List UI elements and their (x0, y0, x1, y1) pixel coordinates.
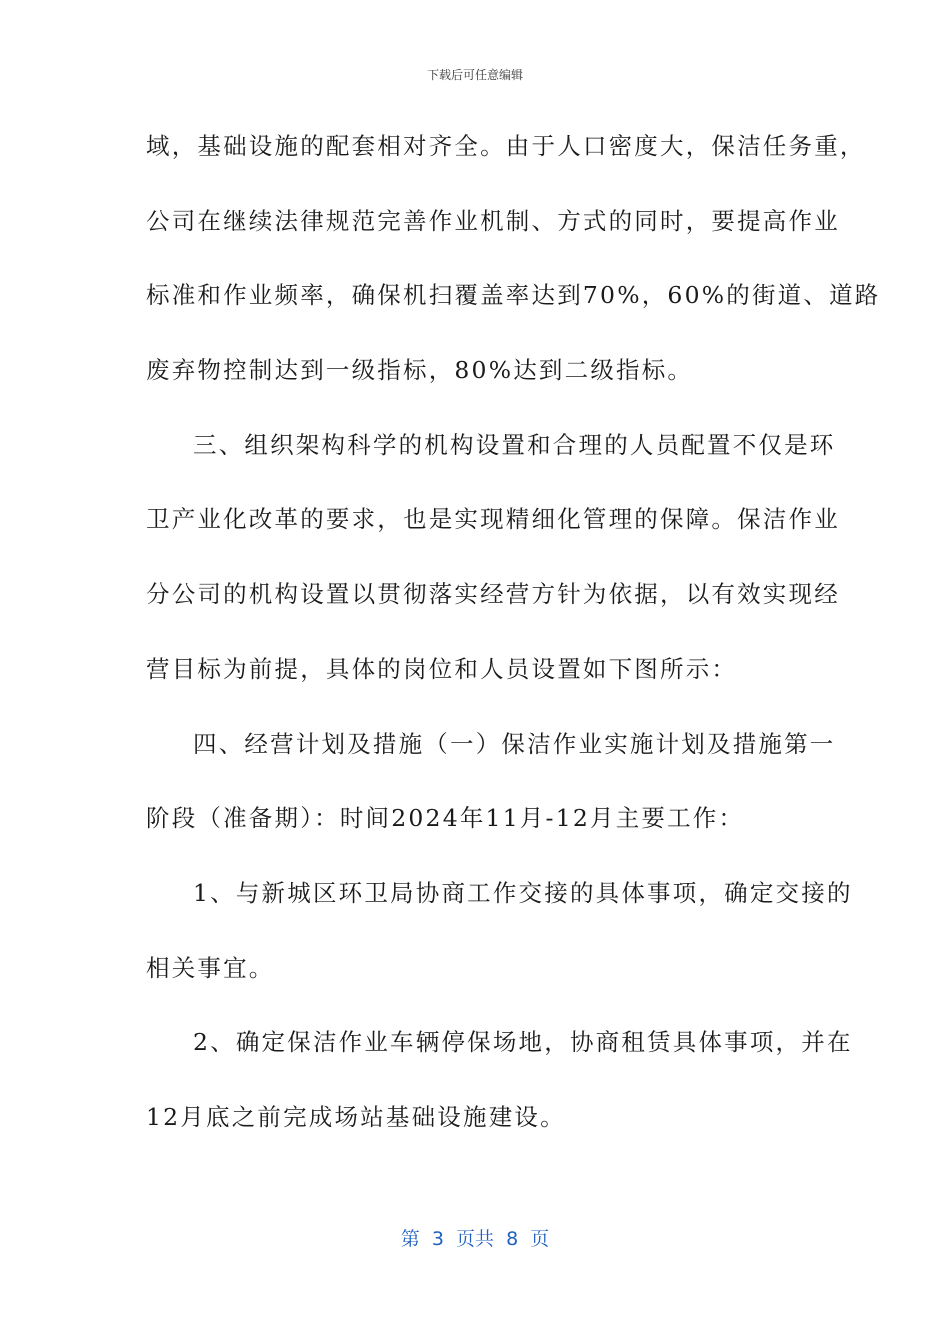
paragraph-line: 标准和作业频率，确保机扫覆盖率达到70%，60%的街道、道路 (146, 281, 881, 310)
paragraph-line: 营目标为前提，具体的岗位和人员设置如下图所示： (146, 654, 738, 683)
paragraph-line: 1、与新城区环卫局协商工作交接的具体事项，确定交接的 (193, 878, 853, 907)
paragraph-line: 相关事宜。 (146, 953, 275, 982)
paragraph-line: 卫产业化改革的要求，也是实现精细化管理的保障。保洁作业 (146, 505, 840, 534)
paragraph-line: 三、组织架构科学的机构设置和合理的人员配置不仅是环 (193, 430, 836, 459)
paragraph-line: 分公司的机构设置以贯彻落实经营方针为依据，以有效实现经 (146, 580, 840, 609)
paragraph-line: 2、确定保洁作业车辆停保场地，协商租赁具体事项，并在 (193, 1028, 853, 1057)
document-body (146, 126, 881, 1172)
paragraph-line: 四、经营计划及措施（一）保洁作业实施计划及措施第一 (193, 729, 836, 758)
paragraph-line: 废弃物控制达到一级指标，80%达到二级指标。 (146, 356, 694, 385)
paragraph-line: 阶段（准备期）：时间2024年11月-12月主要工作： (146, 804, 745, 833)
page-header-note: 下载后可任意编辑 (426, 68, 523, 82)
page-number-footer: 第 3 页共 8 页 (400, 1228, 550, 1250)
paragraph-line: 域，基础设施的配套相对齐全。由于人口密度大，保洁任务重， (146, 132, 866, 160)
paragraph-line: 公司在继续法律规范完善作业机制、方式的同时，要提高作业 (146, 206, 840, 235)
paragraph-line: 12月底之前完成场站基础设施建设。 (146, 1102, 566, 1131)
